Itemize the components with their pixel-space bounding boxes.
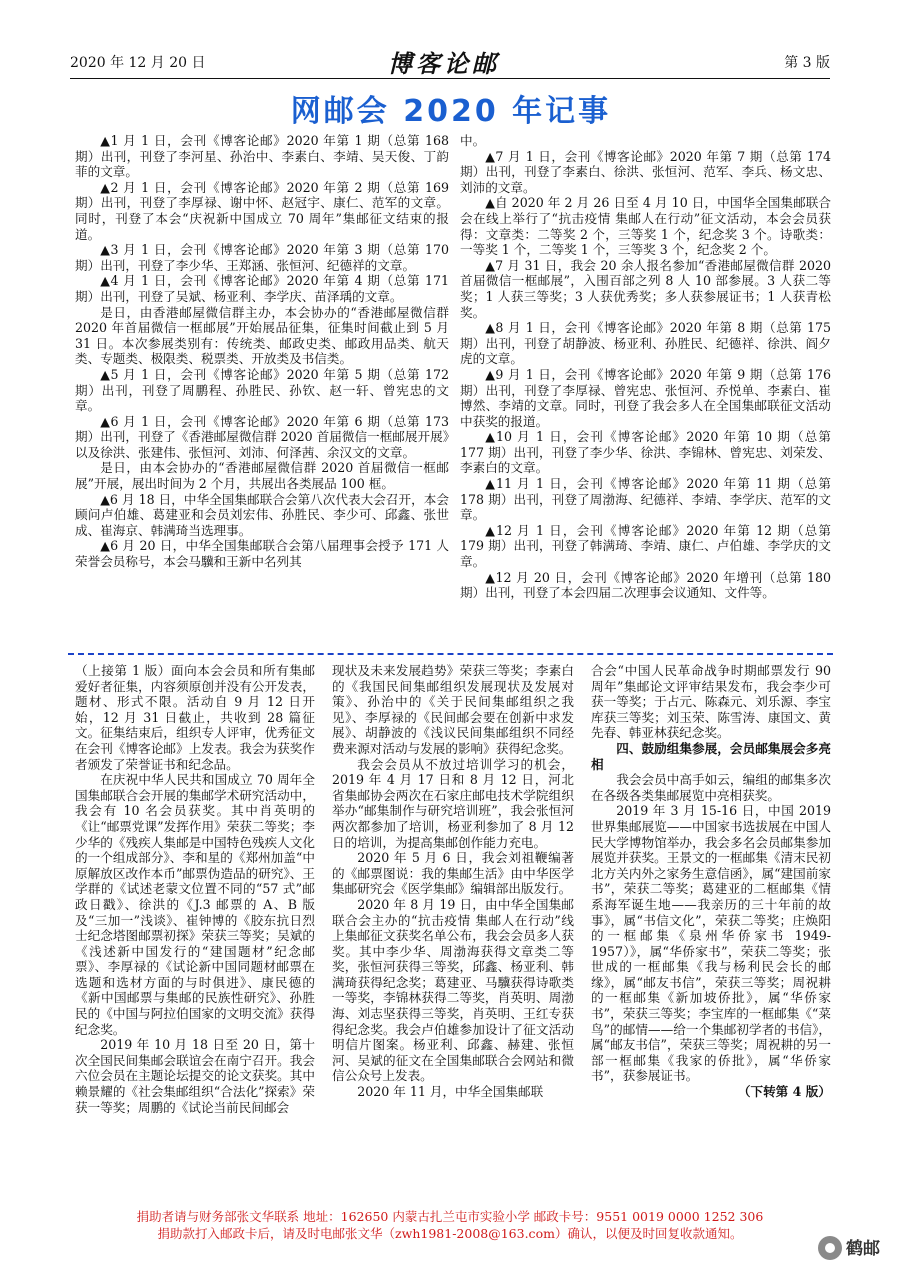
- page-header: [70, 49, 830, 78]
- article-title: 网邮会 2020 年记事: [290, 94, 612, 129]
- paragraph: 2020 年 11 月，中华全国集邮联: [357, 1084, 544, 1100]
- paragraph: 合会“中国人民革命战争时期邮票发行 90 周年”集邮论文评审结果发布，我会李少可获一等奖；于占元、陈森元、刘乐源、李宝库获三等奖；刘玉荣、陈雪涛、康国文、黄先春、韩亚林获纪念奖。: [591, 663, 831, 741]
- paragraph: 2020 年 8 月 19 日，由中华全国集邮联合会主办的“抗击疫情 集邮人在行动”线上集邮征文获奖名单公布，我会会员多人获奖。其中李少华、周渤海获得文章类二等奖，张恒河获得三等奖，邱鑫、杨亚利、韩满琦获得纪念奖；葛建亚、马驥获得诗歌类一等奖，李锦林获得二等奖，肖英明、周渤海、刘志坚获得三等奖，肖英明、王红专获得纪念奖。我会卢伯雄参加设计了征文活动明信片图案。杨亚利、邱鑫、赫建、张恒河、吴斌的征文在全国集邮联合会网站和微信公众号上发表。: [332, 896, 574, 1084]
- entry: ▲11 月 1 日，会刊《博客论邮》2020 年第 11 期（总第 178 期）出刊，刊登了周渤海、纪德祥、李靖、李学庆、范军的文章。: [460, 476, 831, 523]
- entry: 是日，由香港邮屋微信群主办，本会协办的“香港邮屋微信群 2020 年首届微信一框邮展”开始展品征集，征集时间截止到 5 月 31 日。本次参展类别有：传统类、邮政史类、邮政用品类、航天类、专题类、极限类、税票类、开放类及书信类。: [75, 304, 449, 367]
- entry: ▲9 月 1 日，会刊《博客论邮》2020 年第 9 期（总第 176 期）出刊，刊登了李厚禄、曾宪忠、张恒河、乔悦单、李素白、崔博然、李靖的文章。同时，刊登了我会多人在全国集邮联征文活动中获奖的报道。: [460, 366, 831, 429]
- paragraph: 2020 年 5 月 6 日，我会刘祖鞭编著的《邮票图说：我的集邮生活》由中华医学集邮研究会《医学集邮》编辑部出版发行。: [332, 850, 574, 897]
- entry: ▲6 月 1 日，会刊《博客论邮》2020 年第 6 期（总第 173 期）出刊，刊登了《香港邮屋微信群 2020 首届微信一框邮展开展》以及徐洪、张建伟、张恒河、刘沛、何泽茜、余汉文的文章。: [75, 413, 449, 460]
- paragraph: 我会会员中高手如云，编组的邮集多次在各级各类集邮展览中亮相获奖。: [591, 772, 831, 803]
- entry: ▲4 月 1 日，会刊《博客论邮》2020 年第 4 期（总第 171 期）出刊，刊登了吴斌、杨亚利、李学庆、苗泽瑀的文章。: [75, 273, 449, 304]
- continued-article-column-3: [591, 663, 831, 1100]
- entry: ▲2 月 1 日，会刊《博客论邮》2020 年第 2 期（总第 169 期）出刊，刊登了李厚禄、谢中怀、赵冠宇、康仁、范军的文章。同时，刊登了本会“庆祝新中国成立 70 周年”集邮征文结束的报道。: [75, 179, 449, 242]
- section-divider: [68, 653, 833, 655]
- entry: ▲5 月 1 日，会刊《博客论邮》2020 年第 5 期（总第 172 期）出刊，刊登了周鹏程、孙胜民、孙钦、赵一轩、曾宪忠的文章。: [75, 366, 449, 414]
- continued-on-page-note: （下转第 4 版）: [737, 1084, 831, 1100]
- section-subheading: 四、鼓励组集参展，会员邮集展会多亮相: [591, 740, 831, 772]
- entry: ▲12 月 1 日，会刊《博客论邮》2020 年第 12 期（总第 179 期）出刊，刊登了韩满琦、李靖、康仁、卢伯雄、李学庆的文章。: [460, 522, 831, 570]
- continued-article-column-1: [75, 663, 315, 1115]
- entry: ▲6 月 18 日，中华全国集邮联合会第八次代表大会召开，本会顾问卢伯雄、葛建亚和会员刘宏伟、孙胜民、李少可、邱鑫、张世成、崔海京、韩满琦当选理事。: [75, 491, 449, 538]
- wechat-logo-icon: [818, 1236, 842, 1260]
- entry: 是日，由本会协办的“香港邮屋微信群 2020 首届微信一框邮展”开展，展出时间为 2 个月，共展出各类展品 100 框。: [75, 460, 449, 492]
- issue-date: 2020 年 12 月 20 日: [70, 55, 206, 71]
- paragraph: 现状及未来发展趋势》荣获三等奖；李素白的《我国民间集邮组织发展现状及发展对策》、孙治中的《关于民间集邮组织之我见》、李厚禄的《民间邮会要在创新中求发展》、胡静波的《浅议民间集邮组织不同经费来源对活动与发展的影响》获得纪念奖。: [332, 663, 574, 756]
- footer-line-2: 捐助款打入邮政卡后，请及时电邮张文华（zwh1981-2008@163.com）确认，以便及时回复收款通知。: [157, 1226, 743, 1241]
- entry: ▲自 2020 年 2 月 26 日至 4 月 10 日，中国华全国集邮联合会在线上举行了“抗击疫情 集邮人在行动”征文活动，本会会员获得：文章类：二等奖 2 个，三等奖 1 个，纪念奖 3 个。诗歌类：一等奖 1 个，二等奖 1 个，三等奖 3 个，纪念奖 2 个。: [460, 195, 831, 258]
- masthead: 博客论邮: [388, 49, 500, 78]
- paragraph: 我会会员从不放过培训学习的机会，2019 年 4 月 17 日和 8 月 12 日，河北省集邮协会两次在石家庄邮电技术学院组织举办“邮集制作与研究培训班”，我会张恒河两次都参加了培训，杨亚利参加了 8 月 12 日的培训，为提高集邮创作能力充电。: [332, 756, 574, 850]
- paragraph: 在庆祝中华人民共和国成立 70 周年全国集邮联合会开展的集邮学术研究活动中，我会有 10 名会员获奖。其中肖英明的《让“邮票党课”发挥作用》荣获二等奖；李少华的《残疾人集邮是中国特色残疾人文化的一个组成部分》、李和星的《郑州加盖“中原解放区改作本币”邮票伪造品的研究》、王学群的《试述老蒙文位置不同的“57 式”邮政日戳》、徐洪的《J.3 邮票的 A、B 版及“三加一”浅谈》、崔钟博的《胶东抗日烈士纪念塔图邮票初探》荣获三等奖；吴斌的《浅述新中国发行的“建国题材”纪念邮票》、李厚禄的《试论新中国同题材邮票在选题和选材方面的与时俱进》、康民德的《新中国邮票与集邮的民族性研究》、孙胜民的《中国与阿拉伯国家的文明交流》获得纪念奖。: [75, 772, 315, 1037]
- chronicle-right-column: [460, 133, 831, 601]
- entry: ▲1 月 1 日，会刊《博客论邮》2020 年第 1 期（总第 168 期）出刊，刊登了李河星、孙治中、李素白、李靖、吴天俊、丁韵菲的文章。: [75, 133, 449, 180]
- entry: ▲3 月 1 日，会刊《博客论邮》2020 年第 3 期（总第 170 期）出刊，刊登了李少华、王郑涵、张恒河、纪德祥的文章。: [75, 242, 449, 273]
- entry: ▲7 月 1 日，会刊《博客论邮》2020 年第 7 期（总第 174 期）出刊，刊登了李素白、徐洪、张恒河、范军、李兵、杨文忠、刘沛的文章。: [460, 148, 831, 195]
- entry: ▲6 月 20 日，中华全国集邮联合会第八届理事会授予 171 人荣誉会员称号，本会马驥和王新中名列其: [75, 538, 449, 570]
- footer-line-1: 捐助者请与财务部张文华联系 地址：162650 内蒙古扎兰屯市实验小学 邮政卡号：9551 0019 0000 1252 306: [136, 1209, 764, 1224]
- watermark: [818, 1232, 892, 1264]
- continued-article-column-2: [332, 663, 574, 1100]
- paragraph: 2019 年 3 月 15-16 日，中国 2019 世界集邮展览——中国家书选拔展在中国人民大学博物馆举办，我会多名会员邮集参加展览并获奖。王景文的一框邮集《清末民初北方关内外之家务生意信函》，属“建国前家书”，荣获二等奖；葛建亚的二框邮集《情系海军诞生地——我亲历的三十年前的故事》，属“书信文化”，荣获二等奖；庄焕阳的一框邮集《泉州华侨家书 1949-1957）》，属“华侨家书”，荣获二等奖；张世成的一框邮集《我与杨利民会长的邮缘》，属“邮友书信”，荣获三等奖；周祝耕的一框邮集《新加坡侨批》，属“华侨家书”，荣获三等奖；李宝库的一框邮集《“菜鸟”的邮情——给一个集邮初学者的书信》，属“邮友书信”，荣获三等奖；周祝耕的另一部一框邮集《我家的侨批》，属“华侨家书”，获参展证书。: [591, 803, 831, 1084]
- entry: ▲12 月 20 日，会刊《博客论邮》2020 年增刊（总第 180 期）出刊，刊登了本会四届二次理事会议通知、文件等。: [460, 569, 831, 601]
- chronicle-left-column: [75, 133, 449, 570]
- entry: 中。: [460, 133, 486, 148]
- donation-footer: [60, 1208, 840, 1242]
- page-number: 第 3 版: [784, 55, 830, 71]
- entry: ▲7 月 31 日，我会 20 余人报名参加“香港邮屋微信群 2020 首届微信一框邮展”，入围百部之列 8 人 10 部参展。3 人获二等奖；1 人获三等奖；3 人获优秀奖；多人获参展证书；1 人获青松奖。: [460, 257, 831, 320]
- paragraph: （上接第 1 版）面向本会会员和所有集邮爱好者征集，内容须原创并没有公开发表，题材、形式不限。活动自 9 月 12 日开始，12 月 31 日截止，共收到 28 篇征文。征集结束后，组织专人评审，优秀征文在会刊《博客论邮》上发表。我会为获奖作者颁发了荣誉证书和纪念品。: [75, 663, 315, 772]
- entry: ▲10 月 1 日，会刊《博客论邮》2020 年第 10 期（总第 177 期）出刊，刊登了李少华、徐洪、李锦林、曾宪忠、刘荣发、李素白的文章。: [460, 429, 831, 476]
- watermark-text: 鹤邮: [846, 1239, 880, 1259]
- paragraph: 2019 年 10 月 18 日至 20 日，第十次全国民间集邮会联谊会在南宁召开。我会六位会员在主题论坛提交的论文获奖。其中赖景耀的《社会集邮组织“合法化”探索》荣获一等奖；周鹏的《试论当前民间邮会: [75, 1037, 315, 1115]
- header-rule: [70, 78, 830, 79]
- entry: ▲8 月 1 日，会刊《博客论邮》2020 年第 8 期（总第 175 期）出刊，刊登了胡静波、杨亚利、孙胜民、纪德祥、徐洪、阎夕虎的文章。: [460, 320, 831, 367]
